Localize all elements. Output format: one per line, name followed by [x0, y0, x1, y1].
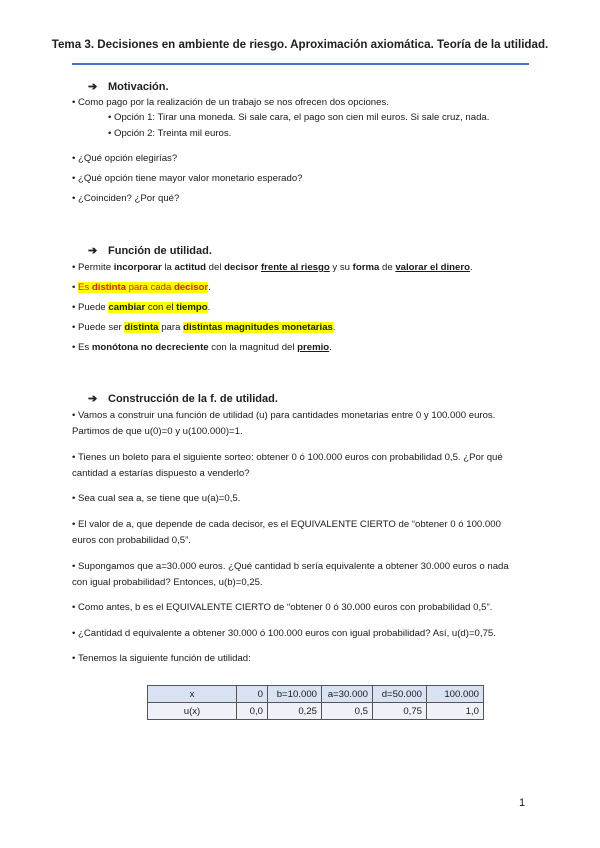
table-cell: 0	[237, 686, 268, 703]
arrow-right-icon: ➔	[88, 245, 98, 257]
bullet-icon: •	[72, 602, 76, 613]
table-cell: 0,25	[268, 703, 322, 720]
table-cell: 0,0	[237, 703, 268, 720]
bullet-icon: •	[72, 452, 76, 463]
table-row	[148, 686, 484, 703]
construccion-p6: • Como antes, b es el EQUIVALENTE CIERTO de “obtener 0 ó 30.000 euros con probabilidad 0,5”.	[72, 602, 493, 613]
table-cell: 1,0	[427, 703, 484, 720]
table-cell: d=50.000	[373, 686, 427, 703]
motivacion-question-3: • ¿Coinciden? ¿Por qué?	[72, 193, 180, 204]
bullet-icon: •	[72, 153, 76, 164]
bullet-icon: •	[72, 193, 76, 204]
bullet-icon: •	[72, 282, 76, 293]
motivacion-intro: • Como pago por la realización de un trabajo se nos ofrecen dos opciones.	[72, 97, 389, 108]
bullet-icon: •	[72, 410, 76, 421]
page-number: 1	[519, 797, 526, 809]
funcion-line-3: • Puede cambiar con el tiempo.	[72, 302, 211, 313]
construccion-p4: • El valor de a, que depende de cada decisor, es el EQUIVALENTE CIERTO de “obtener 0 ó 100.000	[72, 519, 501, 530]
construccion-p7: • ¿Cantidad d equivalente a obtener 30.000 ó 100.000 euros con igual probabilidad? Así, u(d)=0,75.	[72, 628, 496, 639]
table-cell: 0,75	[373, 703, 427, 720]
heading-motivacion	[88, 80, 169, 93]
bullet-icon: •	[108, 128, 112, 139]
bullet-icon: •	[72, 493, 76, 504]
arrow-right-icon: ➔	[88, 393, 98, 405]
construccion-p4-cont: euros con probabilidad 0,5”.	[72, 535, 191, 546]
construccion-p1: • Vamos a construir una función de utilidad (u) para cantidades monetarias entre 0 y 100.000 euros.	[72, 410, 496, 421]
bullet-icon: •	[72, 97, 76, 108]
construccion-p2: • Tienes un boleto para el siguiente sorteo: obtener 0 ó 100.000 euros con probabilidad 0,5. ¿Por qué	[72, 452, 503, 463]
construccion-p5-cont: con igual probabilidad? Entonces, u(b)=0,25.	[72, 577, 263, 588]
bullet-icon: •	[72, 302, 76, 313]
heading-construccion	[88, 392, 278, 405]
motivacion-option-1: • Opción 1: Tirar una moneda. Si sale cara, el pago son cien mil euros. Si sale cruz, nada.	[108, 112, 490, 123]
bullet-icon: •	[108, 112, 112, 123]
bullet-icon: •	[72, 262, 76, 273]
funcion-line-1: • Permite incorporar la actitud del decisor frente al riesgo y su forma de valorar el dinero.	[72, 262, 473, 273]
page-title: Tema 3. Decisiones en ambiente de riesgo. Aproximación axiomática. Teoría de la utilidad.	[51, 38, 549, 51]
bullet-icon: •	[72, 561, 76, 572]
funcion-line-5: • Es monótona no decreciente con la magnitud del premio.	[72, 342, 332, 353]
table-cell: u(x)	[148, 703, 237, 720]
table-cell: 100.000	[427, 686, 484, 703]
motivacion-question-2: • ¿Qué opción tiene mayor valor monetario esperado?	[72, 173, 303, 184]
title-divider	[72, 63, 529, 65]
construccion-p3: • Sea cual sea a, se tiene que u(a)=0,5.	[72, 493, 241, 504]
construccion-p2-cont: cantidad a estarías dispuesto a venderlo?	[72, 468, 250, 479]
table-cell: x	[148, 686, 237, 703]
construccion-p8: • Tenemos la siguiente función de utilidad:	[72, 653, 251, 664]
bullet-icon: •	[72, 173, 76, 184]
table-cell: 0,5	[322, 703, 373, 720]
bullet-icon: •	[72, 322, 76, 333]
bullet-icon: •	[72, 342, 76, 353]
table-cell: b=10.000	[268, 686, 322, 703]
heading-funcion-utilidad	[88, 244, 212, 257]
bullet-icon: •	[72, 653, 76, 664]
utility-table	[147, 685, 484, 720]
construccion-p1-cont: Partimos de que u(0)=0 y u(100.000)=1.	[72, 426, 243, 437]
motivacion-question-1: • ¿Qué opción elegirías?	[72, 153, 178, 164]
motivacion-option-2: • Opción 2: Treinta mil euros.	[108, 128, 232, 139]
heading-text: Función de utilidad.	[108, 245, 212, 257]
table-cell: a=30.000	[322, 686, 373, 703]
funcion-line-4: • Puede ser distinta para distintas magnitudes monetarias.	[72, 322, 336, 333]
heading-text: Motivación.	[108, 81, 169, 93]
arrow-right-icon: ➔	[88, 81, 98, 93]
bullet-icon: •	[72, 628, 76, 639]
funcion-line-2: • Es distinta para cada decisor.	[72, 282, 211, 293]
bullet-icon: •	[72, 519, 76, 530]
construccion-p5: • Supongamos que a=30.000 euros. ¿Qué cantidad b sería equivalente a obtener 30.000 euros o nada	[72, 561, 509, 572]
heading-text: Construcción de la f. de utilidad.	[108, 393, 278, 405]
table-row	[148, 703, 484, 720]
